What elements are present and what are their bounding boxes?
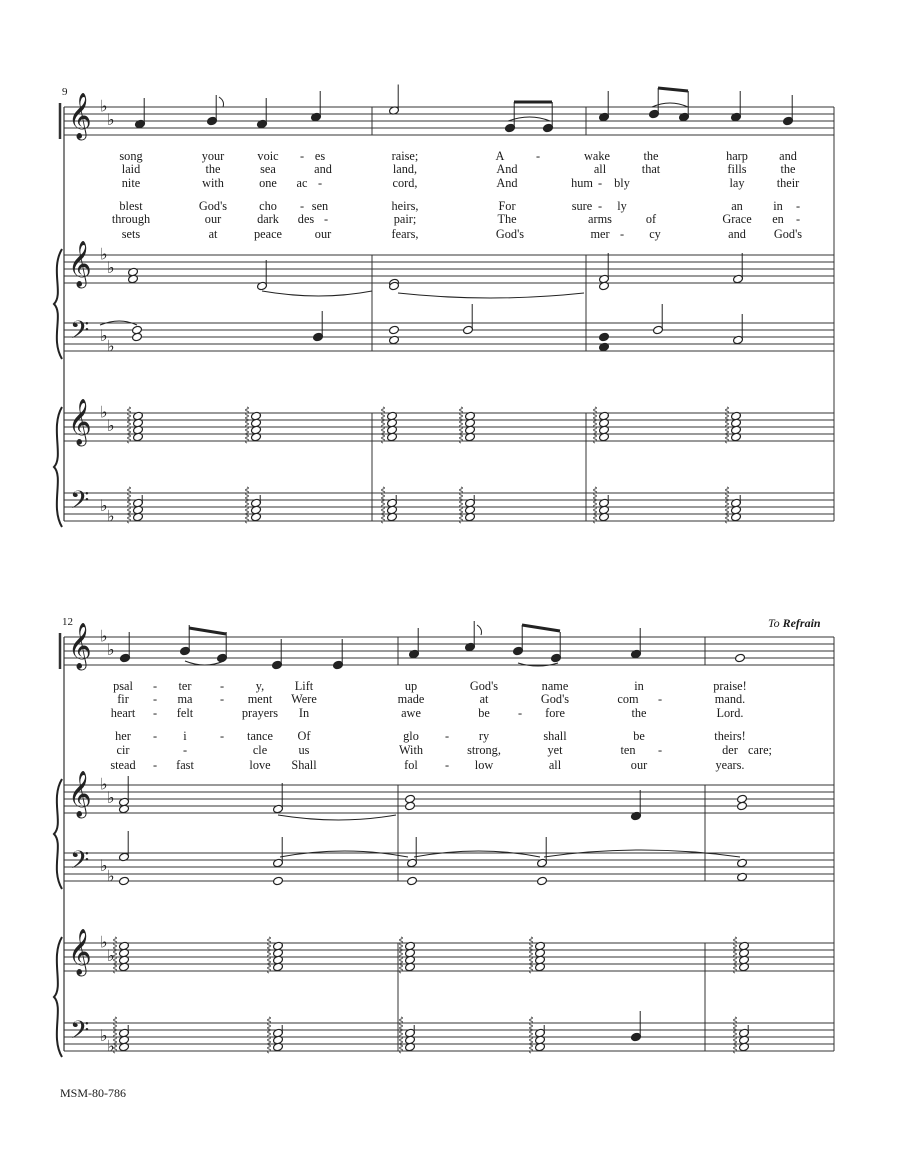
note-head: [389, 325, 400, 335]
lyric-syllable: voic: [257, 149, 279, 163]
lyric-syllable: Lift: [294, 679, 314, 693]
flat-sign: ♭: [100, 244, 108, 264]
flat-sign: ♭: [100, 496, 108, 515]
lyric-syllable: mand.: [714, 692, 746, 706]
lyric-syllable: sen: [311, 199, 329, 213]
lyric-syllable: cy: [649, 227, 661, 241]
lyric-syllable: and: [314, 162, 332, 176]
lyric-syllable: our: [204, 212, 222, 226]
arpeggio-mark: [268, 1017, 271, 1053]
lyric-syllable: sets: [121, 227, 141, 241]
beam: [189, 628, 226, 634]
flat-sign: ♭: [107, 946, 115, 965]
arpeggio-mark: [530, 1017, 533, 1053]
catalog-number: MSM-80-786: [60, 1086, 127, 1100]
lyric-syllable: through: [111, 212, 151, 226]
arpeggio-mark: [734, 1017, 737, 1053]
lyric-syllable: And: [496, 176, 518, 190]
lyric-syllable: peace: [254, 227, 282, 241]
arpeggio-mark: [246, 407, 249, 443]
tie: [280, 851, 408, 857]
lyric-syllable: A: [495, 149, 505, 163]
lyric-syllable: stead: [110, 758, 136, 772]
lyric-syllable: be: [478, 706, 490, 720]
lyric-syllable: -: [597, 176, 603, 190]
arpeggio-mark: [246, 487, 249, 523]
lyric-syllable: harp: [726, 149, 748, 163]
lyric-syllable: -: [535, 149, 541, 163]
tie: [262, 291, 372, 296]
lyric-syllable: des: [297, 212, 315, 226]
arpeggio-mark: [460, 407, 463, 443]
flat-sign: ♭: [107, 416, 115, 435]
lyric-syllable: at: [208, 227, 218, 241]
treble-clef: 𝄞: [68, 241, 92, 287]
lyric-syllable: For: [498, 199, 516, 213]
lyric-syllable: fol: [404, 758, 418, 772]
lyric-syllable: felt: [176, 706, 194, 720]
lyric-syllable: the: [205, 162, 221, 176]
lyric-syllable: -: [152, 706, 158, 720]
lyric-syllable: nite: [121, 176, 141, 190]
lyric-syllable: praise!: [713, 679, 747, 693]
lyric-syllable: wake: [584, 149, 610, 163]
flat-sign: ♭: [100, 96, 108, 116]
arpeggio-mark: [128, 487, 131, 523]
lyric-syllable: all: [593, 162, 607, 176]
lyric-syllable: -: [152, 729, 158, 743]
arpeggio-mark: [128, 407, 131, 443]
arpeggio-mark: [114, 937, 117, 973]
lyric-syllable: cord,: [392, 176, 418, 190]
note-head: [737, 801, 748, 811]
lyric-syllable: and: [728, 227, 746, 241]
lyric-syllable: -: [597, 199, 603, 213]
note-head: [599, 332, 610, 342]
arpeggio-mark: [594, 407, 597, 443]
arpeggio-mark: [726, 487, 729, 523]
lyric-syllable: And: [496, 162, 518, 176]
flag: [219, 97, 224, 107]
lyric-syllable: -: [152, 692, 158, 706]
flat-sign: ♭: [100, 774, 108, 794]
lyric-syllable: care;: [748, 743, 772, 757]
brace: [54, 249, 62, 359]
tie: [398, 293, 584, 298]
lyric-syllable: ly: [617, 199, 627, 213]
lyric-syllable: one: [259, 176, 277, 190]
lyric-syllable: sure: [571, 199, 593, 213]
lyric-syllable: i: [183, 729, 187, 743]
lyric-syllable: Of: [297, 729, 311, 743]
lyric-syllable: be: [633, 729, 645, 743]
flat-sign: ♭: [100, 932, 108, 952]
flat-sign: ♭: [100, 626, 108, 646]
lyric-syllable: -: [299, 199, 305, 213]
lyric-syllable: -: [444, 758, 450, 772]
lyric-syllable: glo: [403, 729, 419, 743]
bass-clef: 𝄢: [70, 1016, 90, 1051]
lyric-syllable: your: [201, 149, 225, 163]
note-head: [735, 653, 746, 663]
lyric-syllable: ac: [296, 176, 308, 190]
slur: [185, 661, 224, 665]
arpeggio-mark: [382, 407, 385, 443]
lyric-syllable: mer: [590, 227, 610, 241]
lyric-syllable: strong,: [467, 743, 501, 757]
lyric-syllable: Lord.: [716, 706, 744, 720]
lyric-syllable: The: [497, 212, 517, 226]
lyric-syllable: shall: [543, 729, 567, 743]
lyric-syllable: -: [219, 692, 225, 706]
lyric-syllable: yet: [547, 743, 563, 757]
flat-sign: ♭: [100, 402, 108, 422]
arpeggio-mark: [460, 487, 463, 523]
lyric-syllable: made: [397, 692, 425, 706]
lyric-syllable: our: [630, 758, 648, 772]
lyric-syllable: der: [722, 743, 738, 757]
lyric-syllable: Shall: [291, 758, 317, 772]
lyric-syllable: -: [182, 743, 188, 757]
lyric-syllable: song: [119, 149, 143, 163]
lyric-syllable: their: [776, 176, 800, 190]
flat-sign: ♭: [100, 856, 108, 875]
slur: [652, 103, 688, 107]
lyric-syllable: lay: [729, 176, 745, 190]
lyric-syllable: -: [219, 729, 225, 743]
measure-number-12: 12: [62, 616, 73, 628]
treble-clef: 𝄞: [68, 93, 92, 139]
flat-sign: ♭: [100, 326, 108, 345]
lyric-syllable: the: [780, 162, 796, 176]
lyric-syllable: fast: [176, 758, 194, 772]
arpeggio-mark: [530, 937, 533, 973]
lyric-syllable: God's: [773, 227, 803, 241]
lyric-syllable: God's: [469, 679, 499, 693]
lyric-syllable: with: [202, 176, 224, 190]
flat-sign: ♭: [107, 506, 115, 526]
bass-clef: 𝄢: [70, 486, 90, 521]
lyric-syllable: -: [299, 149, 305, 163]
note-head: [407, 876, 418, 886]
lyric-syllable: love: [249, 758, 271, 772]
lyric-syllable: heart: [110, 706, 136, 720]
lyric-syllable: land,: [392, 162, 418, 176]
lyric-syllable: -: [219, 679, 225, 693]
lyric-syllable: ten: [620, 743, 636, 757]
lyric-syllable: fills: [727, 162, 747, 176]
lyric-syllable: arms: [588, 212, 612, 226]
lyric-syllable: laid: [121, 162, 141, 176]
note-head: [119, 876, 130, 886]
lyric-syllable: an: [731, 199, 743, 213]
beam: [658, 88, 688, 91]
lyric-syllable: es: [314, 149, 326, 163]
flat-sign: ♭: [100, 1026, 108, 1045]
lyric-syllable: God's: [540, 692, 570, 706]
lyric-syllable: us: [298, 743, 310, 757]
lyric-syllable: sea: [260, 162, 276, 176]
lyric-syllable: y,: [255, 679, 265, 693]
lyric-syllable: ter: [178, 679, 192, 693]
lyric-syllable: -: [152, 758, 158, 772]
note-head: [273, 876, 284, 886]
lyric-syllable: -: [152, 679, 158, 693]
arpeggio-mark: [734, 937, 737, 973]
brace: [54, 779, 62, 889]
lyric-syllable: in: [634, 679, 644, 693]
treble-clef: 𝄞: [68, 623, 92, 669]
lyric-syllable: Were: [291, 692, 317, 706]
lyric-syllable: ment: [247, 692, 273, 706]
lyric-syllable: -: [619, 227, 625, 241]
flat-sign: ♭: [107, 1036, 115, 1056]
treble-clef: 𝄞: [68, 399, 92, 445]
note-head: [537, 876, 548, 886]
lyric-syllable: theirs!: [714, 729, 746, 743]
tie: [544, 850, 740, 857]
lyric-syllable: tance: [247, 729, 273, 743]
lyric-syllable: awe: [401, 706, 421, 720]
arpeggio-mark: [400, 1017, 403, 1053]
lyric-syllable: in: [773, 199, 783, 213]
brace: [54, 937, 62, 1057]
lyric-syllable: name: [541, 679, 569, 693]
lyric-syllable: -: [444, 729, 450, 743]
lyric-syllable: With: [398, 743, 424, 757]
to-refrain-label: To Refrain: [768, 616, 821, 630]
flat-sign: ♭: [107, 110, 115, 129]
brace: [54, 407, 62, 527]
lyric-syllable: In: [298, 706, 310, 720]
bass-clef: 𝄢: [70, 316, 90, 351]
arpeggio-mark: [382, 487, 385, 523]
tie: [278, 815, 396, 820]
lyric-syllable: Grace: [722, 212, 752, 226]
tie: [414, 851, 540, 857]
lyric-syllable: our: [314, 227, 332, 241]
arpeggio-mark: [114, 1017, 117, 1053]
flat-sign: ♭: [107, 788, 115, 807]
lyric-syllable: cir: [116, 743, 130, 757]
treble-clef: 𝄞: [68, 771, 92, 817]
arpeggio-mark: [268, 937, 271, 973]
lyric-syllable: pair;: [393, 212, 417, 226]
flat-sign: ♭: [107, 258, 115, 277]
lyric-syllable: God's: [495, 227, 525, 241]
arpeggio-mark: [726, 407, 729, 443]
lyric-syllable: and: [779, 149, 797, 163]
lyric-syllable: God's: [198, 199, 228, 213]
flat-sign: ♭: [107, 640, 115, 659]
lyric-syllable: com: [617, 692, 639, 706]
lyric-syllable: low: [474, 758, 494, 772]
lyric-syllable: bly: [614, 176, 630, 190]
lyric-syllable: ma: [177, 692, 193, 706]
lyric-syllable: her: [115, 729, 131, 743]
flat-sign: ♭: [107, 866, 115, 886]
lyric-syllable: that: [641, 162, 661, 176]
lyric-syllable: raise;: [391, 149, 419, 163]
lyric-syllable: psal: [113, 679, 133, 693]
lyric-syllable: at: [479, 692, 489, 706]
lyric-syllable: blest: [119, 199, 143, 213]
lyric-syllable: heirs,: [391, 199, 419, 213]
lyric-syllable: cho: [259, 199, 277, 213]
flat-sign: ♭: [107, 336, 115, 356]
lyric-syllable: -: [657, 692, 663, 706]
lyric-syllable: en: [772, 212, 784, 226]
lyric-syllable: the: [631, 706, 647, 720]
note-head: [405, 801, 416, 811]
lyric-syllable: of: [645, 212, 657, 226]
lyric-syllable: -: [317, 176, 323, 190]
lyric-syllable: -: [795, 199, 801, 213]
lyric-syllable: hum: [571, 176, 593, 190]
arpeggio-mark: [400, 937, 403, 973]
slur: [518, 663, 558, 666]
beam: [522, 625, 560, 631]
lyric-syllable: ry: [478, 729, 490, 743]
lyric-syllable: prayers: [241, 706, 279, 720]
lyric-syllable: -: [657, 743, 663, 757]
lyric-syllable: all: [548, 758, 562, 772]
lyric-syllable: up: [404, 679, 418, 693]
measure-number-9: 9: [62, 86, 68, 98]
lyric-syllable: -: [795, 212, 801, 226]
lyric-syllable: years.: [715, 758, 745, 772]
flag: [477, 625, 482, 635]
lyric-syllable: fir: [117, 692, 129, 706]
bass-clef: 𝄢: [70, 846, 90, 881]
lyric-syllable: the: [643, 149, 659, 163]
note-head: [132, 332, 143, 342]
lyric-syllable: cle: [252, 743, 268, 757]
lyric-syllable: fears,: [391, 227, 419, 241]
lyric-syllable: fore: [545, 706, 565, 720]
treble-clef: 𝄞: [68, 929, 92, 975]
lyric-syllable: dark: [257, 212, 279, 226]
lyric-syllable: -: [517, 706, 523, 720]
lyric-syllable: -: [323, 212, 329, 226]
arpeggio-mark: [594, 487, 597, 523]
